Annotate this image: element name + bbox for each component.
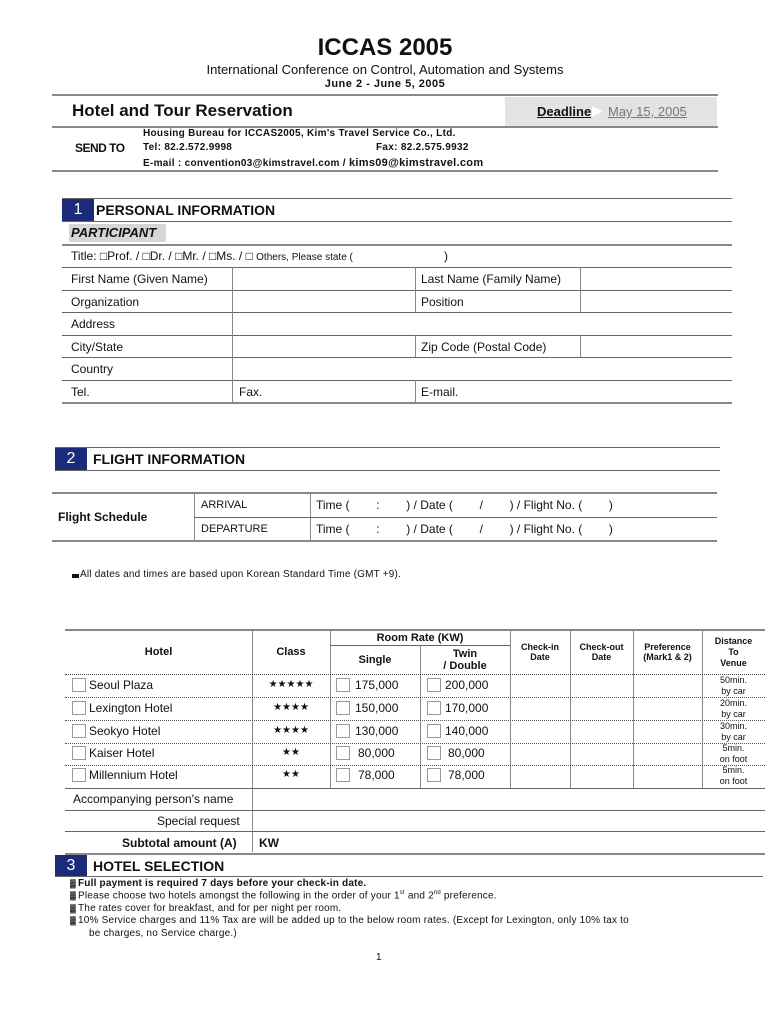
section1-title: PERSONAL INFORMATION [96,202,276,218]
table-row [65,744,765,766]
note-service-charges-text: 10% Service charges and 11% Tax are will be added up to the below room rates. (Except for Lexington, only 10% tax to [78,915,629,926]
section2-title-rule [55,470,720,471]
personal-grid-divider [580,267,581,312]
organization-input[interactable] [234,291,414,311]
col-distance-to: To [728,647,739,657]
table-row [65,766,765,788]
personal-grid-divider [415,380,416,402]
section1-number: 1 [62,199,94,221]
single-rate: 80,000 [358,746,395,760]
hotel-class-stars: ★★ [282,747,300,758]
personal-grid-divider [415,335,416,357]
twin-checkbox[interactable] [427,724,441,738]
accompanying-label: Accompanying person's name [73,792,234,806]
arrival-label: ARRIVAL [201,499,248,511]
twin-rate: 80,000 [448,746,485,760]
distance-mode: on foot [719,754,748,764]
col-twin-double: / Double [443,660,487,672]
twin-rate: 200,000 [445,678,489,692]
col-distance: Distance [714,636,753,646]
arrival-fields[interactable]: Time ( : ) / Date ( / ) / Flight No. ( ) [316,498,613,512]
col-preference-mark: (Mark1 & 2) [643,652,692,662]
note-preference-sup2: nd [433,890,441,896]
participant-label: PARTICIPANT [69,224,166,242]
distance-time: 50min. [719,675,747,685]
address-label: Address [71,317,116,331]
note-full-payment [70,878,366,889]
deadline-label: Deadline [537,104,592,119]
deadline-date: May 15, 2005 [608,104,687,119]
section2-top-rule [55,447,720,448]
col-checkout: Check-out [579,642,624,652]
col-single: Single [358,654,392,666]
subtotal-currency: KW [259,836,279,850]
section1-title-rule [62,221,732,222]
flight-table-bottom [52,540,717,542]
note-preference-sup1: st [399,890,405,896]
section3-title-rule [55,876,763,877]
personal-grid-bottom [62,402,732,404]
distance-time: 5min. [722,765,745,775]
single-checkbox[interactable] [336,701,350,715]
note-preference-b: and 2 [404,890,434,902]
row-rule [65,831,765,832]
personal-grid-top [62,244,732,246]
table-row [65,698,765,721]
timezone-note: All dates and times are based upon Korean Standard Time (GMT +9). [80,569,402,580]
send-to-fax: Fax: 82.2.575.9932 [376,142,469,153]
col-hotel: Hotel [144,646,173,658]
distance-mode: on foot [719,776,748,786]
last-name-label: Last Name (Family Name) [421,272,562,286]
distance-time: 20min. [719,698,747,708]
departure-fields[interactable]: Time ( : ) / Date ( / ) / Flight No. ( ) [316,522,613,536]
page-number: 1 [376,952,382,963]
twin-checkbox[interactable] [427,746,441,760]
note-preference-c: preference. [440,890,497,902]
row-rule [62,380,732,381]
section3-title: HOTEL SELECTION [93,858,225,874]
single-checkbox[interactable] [336,724,350,738]
title-options[interactable] [71,249,353,263]
distance-mode: by car [721,686,746,696]
distance-time: 30min. [719,721,747,731]
note-service-charges-cont: be charges, no Service charge.) [89,928,237,939]
hotel-checkbox[interactable] [72,724,86,738]
section2-title: FLIGHT INFORMATION [93,451,246,467]
hotel-name: Seokyo Hotel [89,724,161,738]
single-rate: 175,000 [355,678,399,692]
send-to-email2: kims09@kimstravel.com [348,157,484,169]
country-input[interactable] [234,358,732,379]
special-request-label: Special request [157,814,240,828]
table-row [65,721,765,744]
twin-checkbox[interactable] [427,701,441,715]
personal-grid-divider [580,335,581,357]
hotel-name: Lexington Hotel [89,701,173,715]
first-name-input[interactable] [234,268,414,289]
single-checkbox[interactable] [336,678,350,692]
col-room-rate: Room Rate (KW) [376,632,464,644]
col-checkout-date: Date [591,652,612,662]
note-bullet-icon: ▓ [70,891,77,901]
page-title: ICCAS 2005 [317,34,453,61]
email-label: E-mail. [421,385,459,399]
col-checkin-date: Date [530,652,550,662]
note-bullet-icon: ▓ [70,904,77,913]
note-preference [70,890,497,901]
hotel-checkbox[interactable] [72,768,86,782]
title-options-a: Title: □Prof. / □Dr. / □Mr. / □Ms. / □ [71,249,253,263]
distance-mode: by car [721,709,746,719]
twin-rate: 140,000 [445,724,489,738]
twin-rate: 78,000 [448,768,485,782]
hotel-class-stars: ★★★★ [273,725,309,736]
single-rate: 150,000 [355,701,399,715]
room-rate-rule [330,645,510,646]
special-request-input[interactable] [254,811,764,831]
hotel-name: Millennium Hotel [89,768,178,782]
hotel-class-stars: ★★ [282,769,300,780]
note-bullet-icon: ▓ [70,916,77,925]
position-label: Position [421,295,464,309]
position-input[interactable] [582,291,732,311]
hotel-checkbox[interactable] [72,746,86,760]
section1-top-rule [62,198,732,199]
single-rate: 78,000 [358,768,395,782]
col-twin: Twin [452,648,478,660]
conference-subtitle: International Conference on Control, Automation and Systems [206,62,564,77]
note-preference-a: Please choose two hotels amongst the following in the order of your 1 [78,890,400,902]
title-options-b: Others, Please state ( [256,252,353,263]
fax-label: Fax. [239,385,263,399]
country-label: Country [71,362,114,376]
first-name-label: First Name (Given Name) [71,272,208,286]
note-bullet-icon [72,574,79,578]
col-checkin: Check-in [520,642,559,652]
twin-rate: 170,000 [445,701,489,715]
title-options-close: ) [444,249,448,263]
col-distance-venue: Venue [720,658,747,668]
hotel-checkbox[interactable] [72,678,86,692]
single-rate: 130,000 [355,724,399,738]
note-rates [70,903,341,914]
address-input[interactable] [234,313,732,334]
single-checkbox[interactable] [336,746,350,760]
hotel-table-bottom [65,853,765,855]
subtotal-label: Subtotal amount (A) [122,836,237,850]
distance-time: 5min. [722,743,745,753]
note-service-charges [70,915,629,926]
hotel-table-top [65,629,765,631]
personal-grid-divider [232,267,233,402]
send-to-label: SEND TO [75,141,125,155]
personal-grid-divider [415,267,416,312]
hotel-checkbox[interactable] [72,701,86,715]
distance-mode: by car [721,732,746,742]
city-state-input[interactable] [234,336,414,356]
conference-dates: June 2 - June 5, 2005 [324,78,446,90]
deadline-arrow-icon: ▶ [592,102,603,118]
hotel-class-stars: ★★★★ [273,702,309,713]
last-name-input[interactable] [582,268,732,289]
note-bullet-icon: ▓ [70,879,77,888]
accompanying-input[interactable] [254,789,764,809]
organization-label: Organization [71,295,140,309]
departure-label: DEPARTURE [201,523,268,535]
hotel-name: Kaiser Hotel [89,746,155,760]
flight-table-mid [194,517,717,518]
city-state-label: City/State [71,340,124,354]
send-to-email-line [143,157,483,169]
single-checkbox[interactable] [336,768,350,782]
col-preference: Preference [644,642,691,652]
twin-checkbox[interactable] [427,678,441,692]
send-to-email: E-mail : convention03@kimstravel.com / [143,158,349,169]
flight-schedule-label: Flight Schedule [58,510,148,524]
col-class: Class [276,646,306,658]
section3-number: 3 [55,855,87,877]
table-row [65,675,765,698]
tel-label: Tel. [71,385,90,399]
note-full-payment-text: Full payment is required 7 days before your check-in date. [78,878,367,889]
header-bottom-rule [52,170,718,172]
send-to-tel: Tel: 82.2.572.9998 [143,142,233,153]
note-rates-text: The rates cover for breakfast, and for per night per room. [78,903,342,914]
hotel-name: Seoul Plaza [89,678,154,692]
section2-number: 2 [55,448,87,470]
zip-label: Zip Code (Postal Code) [421,340,547,354]
hotel-class-stars: ★★★★★ [268,679,314,690]
send-to-bureau: Housing Bureau for ICCAS2005, Kim's Travel Service Co., Ltd. [143,128,456,139]
header-top-rule [52,94,718,96]
reservation-title: Hotel and Tour Reservation [72,101,293,120]
zip-input[interactable] [582,336,732,356]
twin-checkbox[interactable] [427,768,441,782]
flight-table-top [52,492,717,494]
